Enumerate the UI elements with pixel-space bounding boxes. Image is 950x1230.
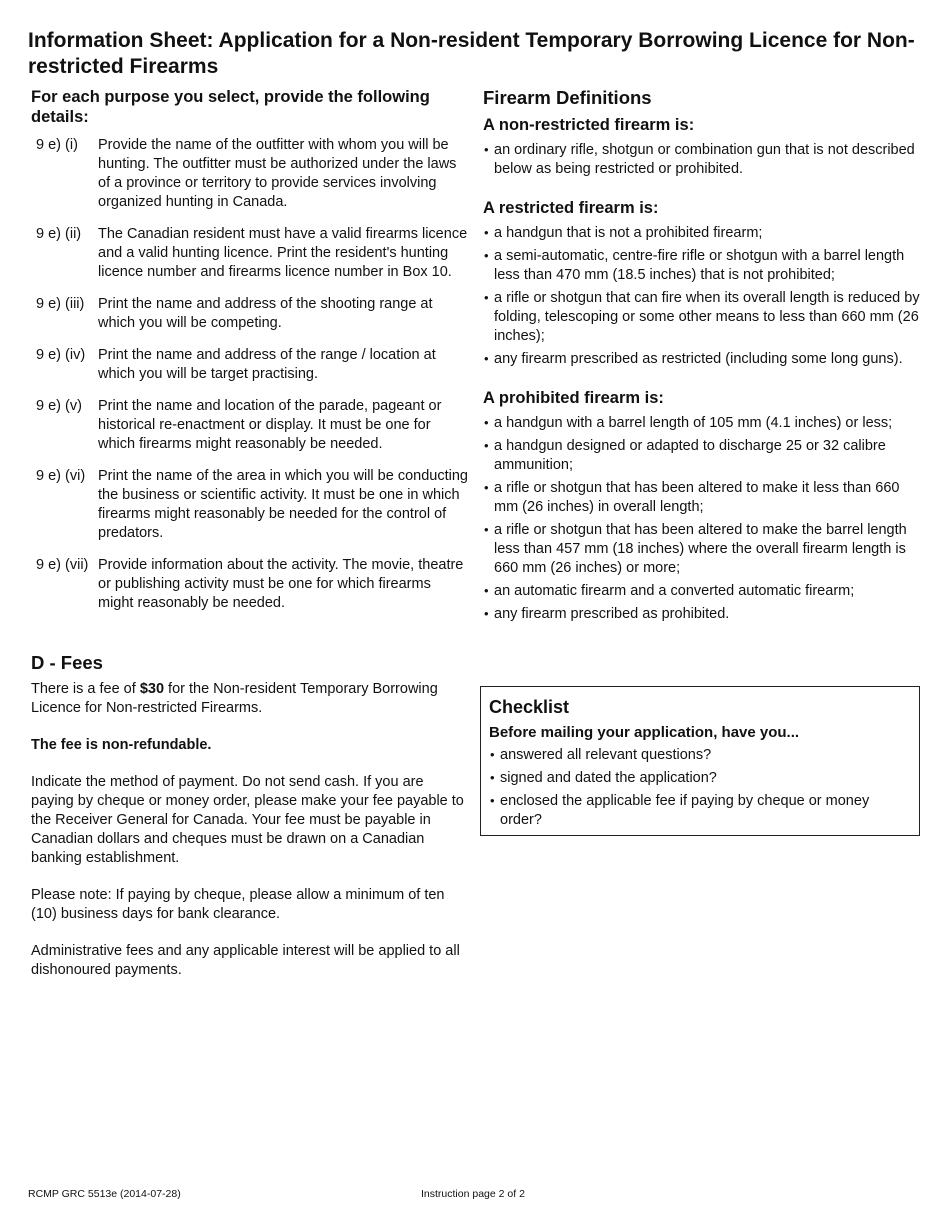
purpose-item [36, 556, 469, 613]
checklist-item: • answered all relevant questions? [489, 746, 911, 765]
prohibited-heading: A prohibited firearm is: [483, 389, 664, 407]
purpose-item-number: 9 e) (iii) [36, 296, 85, 312]
list-item: • a semi-automatic, centre-fire rifle or shotgun with a barrel length less than 470 mm (18.5 inches) that is not prohibited; [483, 247, 923, 285]
checklist-box [480, 686, 920, 836]
list-item: • a rifle or shotgun that has been altered to make it less than 660 mm (26 inches) in overall length; [483, 479, 923, 517]
non-restricted-list [483, 141, 923, 179]
purpose-item-number: 9 e) (v) [36, 398, 82, 414]
purpose-item-text: Provide information about the activity. The movie, theatre or publishing activity must be one for which firearms might reasonably be needed. [98, 557, 464, 611]
checklist-list [489, 746, 911, 830]
left-column [31, 87, 469, 998]
fees-admin-note: Administrative fees and any applicable interest will be applied to all dishonoured payments. [31, 943, 460, 978]
fees-intro-after: for the Non-resident Temporary Borrowing Licence for Non-restricted Firearms. [31, 681, 438, 716]
purpose-item [36, 295, 469, 333]
purpose-item-text: Print the name of the area in which you will be conducting the business or scientific activity. It must be one in which firearms might reasonably be needed for the control of predators. [98, 468, 468, 541]
purpose-item-text: Print the name and address of the shooting range at which you will be competing. [98, 296, 433, 331]
purpose-item-number: 9 e) (i) [36, 137, 78, 153]
list-item: • a handgun with a barrel length of 105 mm (4.1 inches) or less; [483, 414, 923, 433]
purpose-item-number: 9 e) (vi) [36, 468, 86, 484]
purpose-item-text: Provide the name of the outfitter with whom you will be hunting. The outfitter must be authorized under the laws of a province or territory to provide services involving organized hunting in Canada. [98, 137, 457, 210]
fees-cheque-note: Please note: If paying by cheque, please allow a minimum of ten (10) business days for bank clearance. [31, 887, 445, 922]
page-title: Information Sheet: Application for a Non-resident Temporary Borrowing Licence for Non-restricted Firearms [28, 29, 915, 78]
purpose-item-number: 9 e) (iv) [36, 347, 86, 363]
fee-amount: $30 [139, 681, 165, 697]
list-item: • any firearm prescribed as restricted (including some long guns). [483, 350, 923, 369]
fees-heading: D - Fees [31, 652, 103, 673]
purpose-item [36, 467, 469, 543]
purpose-item [36, 346, 469, 384]
definitions-heading: Firearm Definitions [483, 87, 652, 108]
list-item: • a rifle or shotgun that has been altered to make the barrel length less than 457 mm (18 inches) where the overall firearm length is 660 mm (26 inches) or more; [483, 521, 923, 578]
list-item: • a rifle or shotgun that can fire when its overall length is reduced by folding, telescoping or some other means to less than 660 mm (26 inches); [483, 289, 923, 346]
restricted-list [483, 224, 923, 369]
form-id: RCMP GRC 5513e (2014-07-28) [28, 1188, 181, 1200]
purpose-item [36, 136, 469, 212]
purpose-item-text: The Canadian resident must have a valid firearms licence and a valid hunting licence. Print the resident's hunting licence number and firearms licence number in Box 10. [98, 226, 468, 280]
purpose-item-text: Print the name and address of the range / location at which you will be target practising. [98, 347, 436, 382]
checklist-heading: Checklist [489, 697, 570, 717]
checklist-item: • signed and dated the application? [489, 769, 911, 788]
purpose-item-text: Print the name and location of the parade, pageant or historical re-enactment or display. It must be one for which firearms might reasonably be needed. [98, 398, 442, 452]
list-item: • an ordinary rifle, shotgun or combination gun that is not described below as being restricted or prohibited. [483, 141, 923, 179]
list-item: • a handgun designed or adapted to discharge 25 or 32 calibre ammunition; [483, 437, 923, 475]
list-item: • a handgun that is not a prohibited firearm; [483, 224, 923, 243]
fees-intro-before: There is a fee of [31, 681, 140, 697]
purpose-item [36, 225, 469, 282]
prohibited-list [483, 414, 923, 624]
fees-payment-method: Indicate the method of payment. Do not send cash. If you are paying by cheque or money order, please make your fee payable to the Receiver General for Canada. Your fee must be payable in Canadian dollars and cheques must be drawn on a Canadian banking establishment. [31, 774, 464, 866]
right-column [483, 87, 923, 628]
fees-nonrefundable: The fee is non-refundable. [31, 737, 212, 753]
purposes-heading: For each purpose you select, provide the following details: [31, 88, 430, 126]
list-item: • any firearm prescribed as prohibited. [483, 605, 923, 624]
list-item: • an automatic firearm and a converted automatic firearm; [483, 582, 923, 601]
restricted-heading: A restricted firearm is: [483, 199, 659, 217]
fees-intro [31, 680, 469, 718]
checklist-item: • enclosed the applicable fee if paying by cheque or money order? [489, 792, 911, 830]
non-restricted-heading: A non-restricted firearm is: [483, 116, 695, 134]
purpose-item-number: 9 e) (ii) [36, 226, 82, 242]
purpose-item-number: 9 e) (vii) [36, 557, 89, 573]
page-number: Instruction page 2 of 2 [421, 1188, 525, 1200]
checklist-subheading: Before mailing your application, have you... [489, 724, 800, 741]
purpose-item [36, 397, 469, 454]
